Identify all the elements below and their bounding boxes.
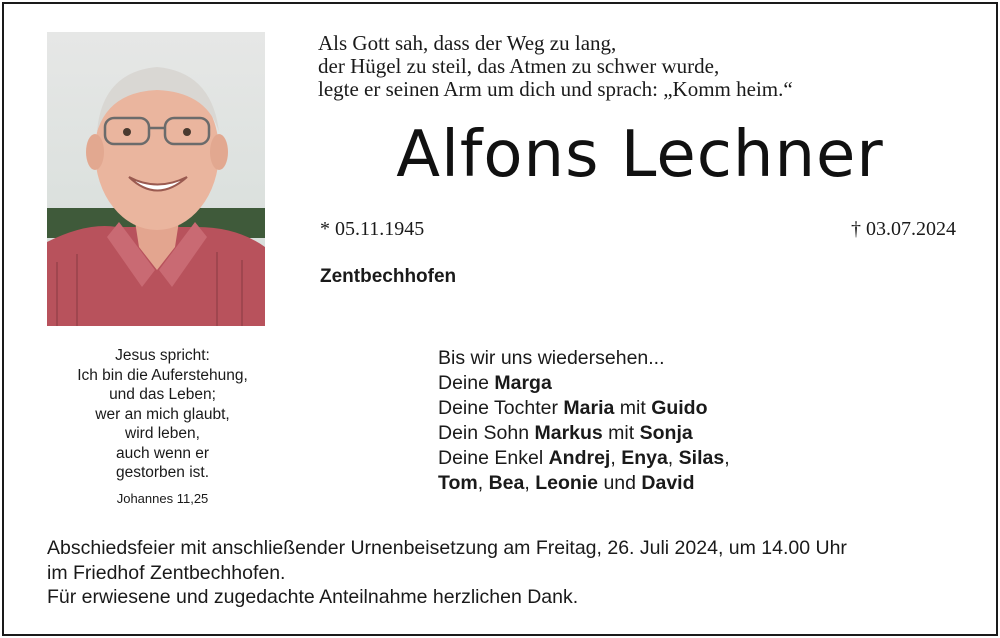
funeral-info [47,536,847,610]
mourner-name: Leonie [535,472,599,494]
connector-text: , [724,447,730,469]
relation-text: Deine Tochter [438,397,564,419]
connector-text: , [667,447,679,469]
hometown: Zentbechhofen [320,266,457,287]
relation-text: Dein Sohn [438,422,535,444]
deceased-name-text: Alfons Lechner [396,118,884,192]
mourner-name: Sonja [639,422,693,444]
verse-line: Ich bin die Auferstehung, [77,366,248,384]
connector-text: , [477,472,489,494]
mourner-line [438,471,730,496]
mourner-name: Tom [438,472,478,494]
mourner-line [438,421,730,446]
mourner-name: Guido [651,397,708,419]
thanks-line: Für erwiesene und zugedachte Anteilnahme herzlichen Dank. [47,586,579,608]
death-date: † 03.07.2024 [851,218,956,240]
verse-line: und das Leben; [109,386,216,403]
mourner-name: Enya [621,447,668,469]
funeral-info-line: im Friedhof Zentbechhofen. [47,561,286,584]
verse-line: wer an mich glaubt, [95,405,230,423]
connector-text: mit [602,422,640,444]
verse-reference: Johannes 11,25 [116,490,209,506]
mourners-intro: Bis wir uns wiedersehen... [438,347,665,369]
mourner-name: David [641,472,695,494]
verse-line: Jesus spricht: [115,347,210,364]
poem-line: der Hügel zu steil, das Atmen zu schwer wurde, [318,54,720,78]
connector-text: , [524,472,536,494]
deceased-name [0,118,1000,192]
mourner-line [438,371,730,396]
mourners-list [438,346,730,496]
mourner-name: Bea [488,472,525,494]
connector-text: und [598,472,642,494]
bible-verse [40,346,285,508]
verse-line: auch wenn er [115,444,210,462]
mourner-name: Marga [494,372,552,394]
mourner-name: Markus [534,422,603,444]
mourner-line [438,396,730,421]
birth-date: * 05.11.1945 [320,218,425,240]
verse-line: gestorben ist. [115,464,210,481]
poem-line: legte er seinen Arm um dich und sprach: „Komm heim.“ [318,77,793,101]
relation-text: Deine [438,372,495,394]
poem-line: Als Gott sah, dass der Weg zu lang, [318,31,617,55]
relation-text: Deine Enkel [438,447,549,469]
verse-line: wird leben, [125,425,200,442]
connector-text: mit [614,397,652,419]
connector-text: , [610,447,622,469]
memorial-poem [318,32,793,101]
funeral-info-line: Abschiedsfeier mit anschließender Urnenbeisetzung am Freitag, 26. Juli 2024, um 14.00 Uhr [47,537,847,559]
mourner-line [438,446,730,471]
mourner-name: Silas [678,447,725,469]
mourner-name: Maria [563,397,615,419]
mourner-name: Andrej [548,447,611,469]
